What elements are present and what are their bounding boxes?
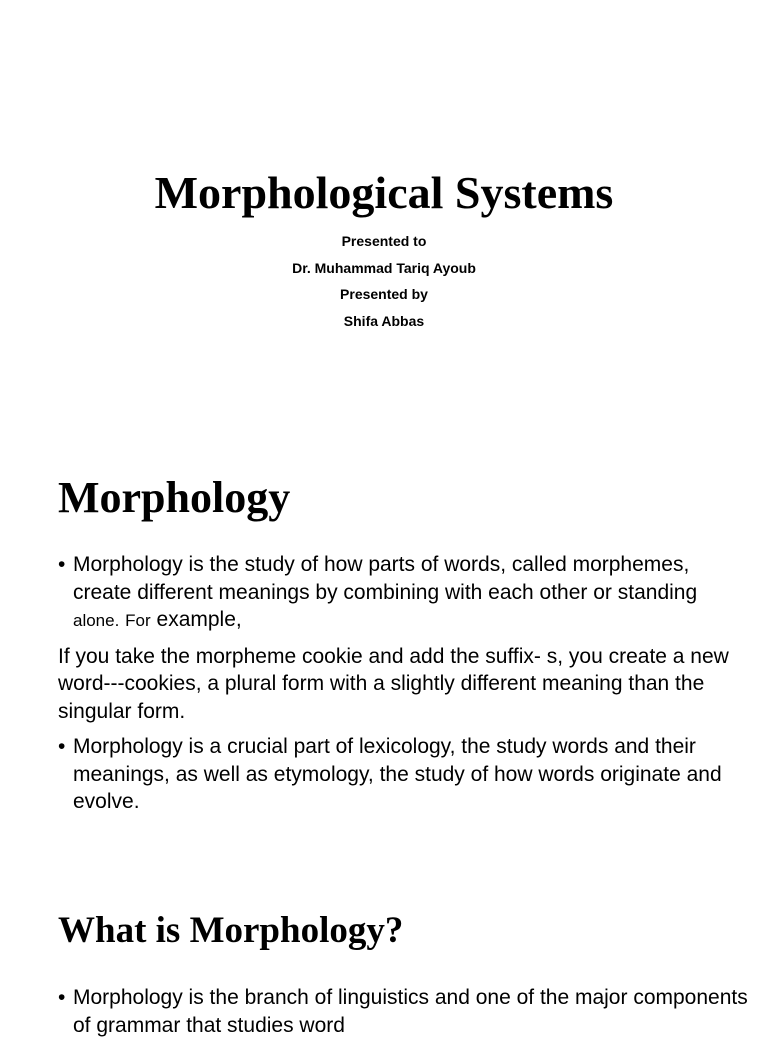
slide-title: What is Morphology? — [58, 910, 404, 951]
what-is-morphology-slide — [0, 880, 768, 1037]
bullet-text: Morphology is the study of how parts of words, called morphemes, create different meanings by combining with each other or standing — [73, 553, 698, 604]
bullet-item: • Morphology is a crucial part of lexicology, the study words and their meanings, as well as etymology, the study of how words originate and evolve. — [58, 733, 748, 816]
bullet-item — [58, 551, 748, 635]
bullet-item: • Morphology is the branch of linguistics and one of the major components of grammar that studies word — [58, 984, 748, 1039]
slide-title: Morphology — [58, 473, 291, 522]
slide-content — [58, 551, 748, 816]
presented-to-label: Presented to — [341, 233, 427, 249]
bullet-text-tail: example, — [156, 608, 242, 631]
presentation-title: Morphological Systems — [154, 167, 614, 218]
morphology-slide — [0, 440, 768, 850]
bullet-text-small: alone. — [73, 611, 120, 630]
slide-content — [58, 984, 748, 1039]
presented-by-label: Presented by — [340, 286, 428, 302]
example-paragraph: If you take the morpheme cookie and add the suffix- s, you create a new word---cookies, a plural form with a slightly different meaning than the singular form. — [58, 644, 729, 723]
presenter-info — [0, 228, 768, 334]
presenter-name: Shifa Abbas — [343, 312, 425, 329]
title-slide — [0, 0, 768, 420]
recipient-name: Dr. Muhammad Tariq Ayoub — [292, 259, 476, 276]
bullet-text-small: For — [125, 611, 151, 630]
